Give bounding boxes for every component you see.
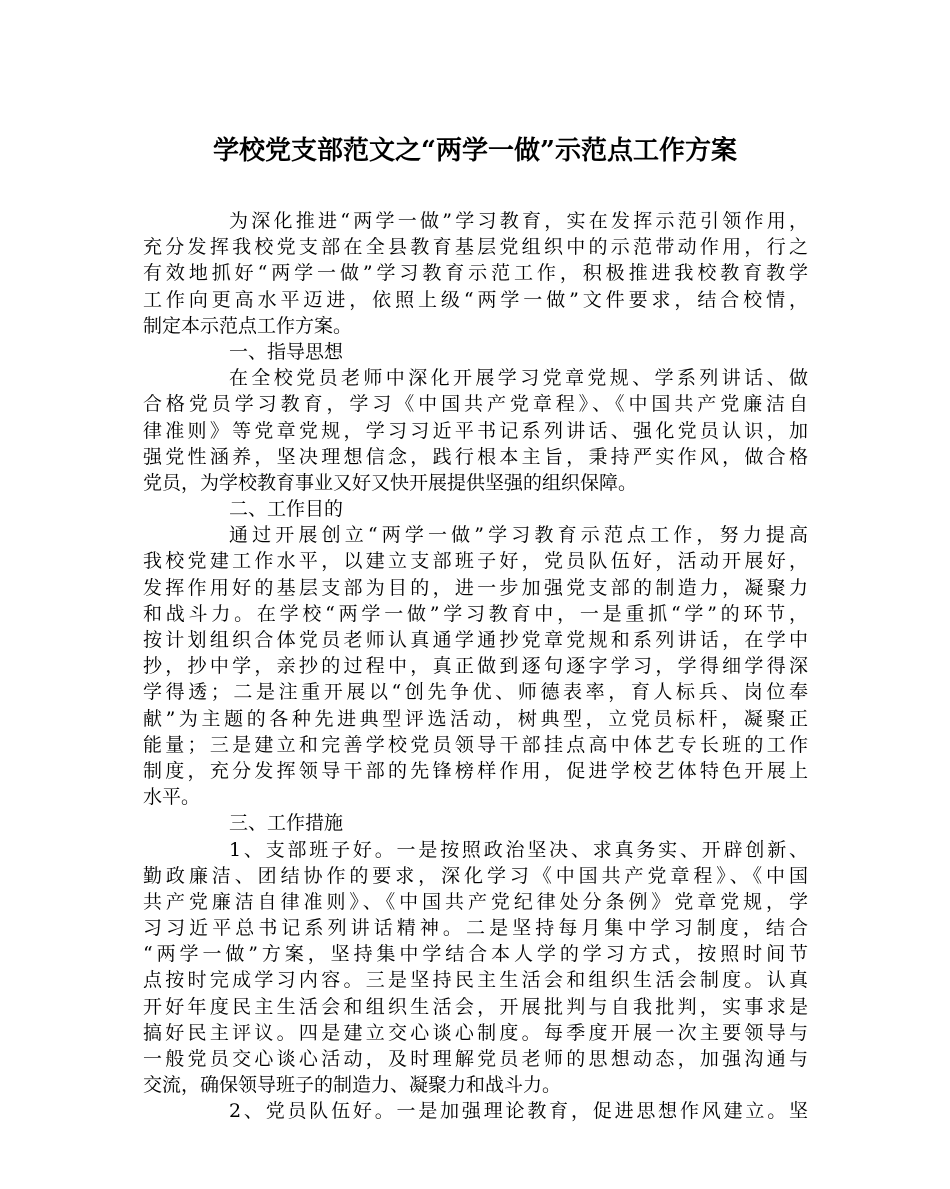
text-line: 1、支部班子好。一是按照政治坚决、求真务实、开辟创新、 (229, 838, 808, 861)
text-line: 抄，抄中学，亲抄的过程中，真正做到逐句逐字学习，学得细学得深 (143, 655, 808, 678)
text-line: 和战斗力。在学校“两学一做”学习教育中，一是重抓“学”的环节， (143, 602, 808, 625)
text-line: 通过开展创立“两学一做”学习教育示范点工作，努力提高 (229, 524, 808, 547)
text-line: 习习近平总书记系列讲话精神。二是坚持每月集中学习制度，结合 (143, 917, 808, 940)
section-heading: 三、工作措施 (229, 812, 344, 835)
text-line: 献”为主题的各种先进典型评选活动，树典型，立党员标杆，凝聚正 (143, 707, 808, 730)
text-line: “两学一做”方案，坚持集中学结合本人学的学习方式，按照时间节 (143, 943, 808, 966)
text-line: 律准则》等党章党规，学习习近平书记系列讲话、强化党员认识，加 (143, 419, 808, 442)
text-line: 我校党建工作水平，以建立支部班子好，党员队伍好，活动开展好， (143, 550, 808, 573)
text-line: 水平。 (143, 786, 201, 809)
text-line: 2、党员队伍好。一是加强理论教育，促进思想作风建立。坚 (229, 1100, 808, 1123)
section-heading: 一、指导思想 (229, 340, 344, 363)
text-line: 制定本示范点工作方案。 (143, 314, 353, 337)
text-line: 勤政廉洁、团结协作的要求，深化学习《中国共产党章程》、《中国 (143, 864, 808, 887)
text-line: 交流，确保领导班子的制造力、凝聚力和战斗力。 (143, 1074, 562, 1097)
text-line: 学得透；二是注重开展以“创先争优、师德表率，育人标兵、岗位奉 (143, 681, 808, 704)
section-heading: 二、工作目的 (229, 498, 344, 521)
document-body (143, 208, 808, 1125)
text-line: 点按时完成学习内容。三是坚持民主生活会和组织生活会制度。认真 (143, 969, 808, 992)
text-line: 充分发挥我校党支部在全县教育基层党组织中的示范带动作用，行之 (143, 236, 808, 259)
document-title: 学校党支部范文之“两学一做”示范点工作方案 (213, 136, 737, 166)
text-line: 一般党员交心谈心活动，及时理解党员老师的思想动态，加强沟通与 (143, 1048, 808, 1070)
text-line: 在全校党员老师中深化开展学习党章党规、学系列讲话、做 (229, 367, 808, 390)
text-line: 强党性涵养，坚决理想信念，践行根本主旨，秉持严实作风，做合格 (143, 445, 808, 468)
text-line: 按计划组织合体党员老师认真通学通抄党章党规和系列讲话，在学中 (143, 629, 808, 651)
text-line: 共产党廉洁自律准则》、《中国共产党纪律处分条例》党章党规，学 (143, 890, 808, 913)
text-line: 为深化推进“两学一做”学习教育，实在发挥示范引领作用， (229, 210, 808, 232)
text-line: 党员，为学校教育事业又好又快开展提供坚强的组织保障。 (143, 471, 638, 494)
text-line: 开好年度民主生活会和组织生活会，开展批判与自我批判，实事求是 (143, 995, 808, 1018)
text-line: 有效地抓好“两学一做”学习教育示范工作，积极推进我校教育教学 (143, 262, 808, 285)
text-line: 能量；三是建立和完善学校党员领导干部挂点高中体艺专长班的工作 (143, 733, 808, 756)
text-line: 工作向更高水平迈进，依照上级“两学一做”文件要求，结合校情， (143, 288, 808, 311)
text-line: 制度，充分发挥领导干部的先锋榜样作用，促进学校艺体特色开展上 (143, 759, 808, 782)
text-line: 搞好民主评议。四是建立交心谈心制度。每季度开展一次主要领导与 (143, 1021, 808, 1044)
text-line: 合格党员学习教育，学习《中国共产党章程》、《中国共产党廉洁自 (143, 393, 808, 416)
text-line: 发挥作用好的基层支部为目的，进一步加强党支部的制造力，凝聚力 (143, 576, 808, 599)
